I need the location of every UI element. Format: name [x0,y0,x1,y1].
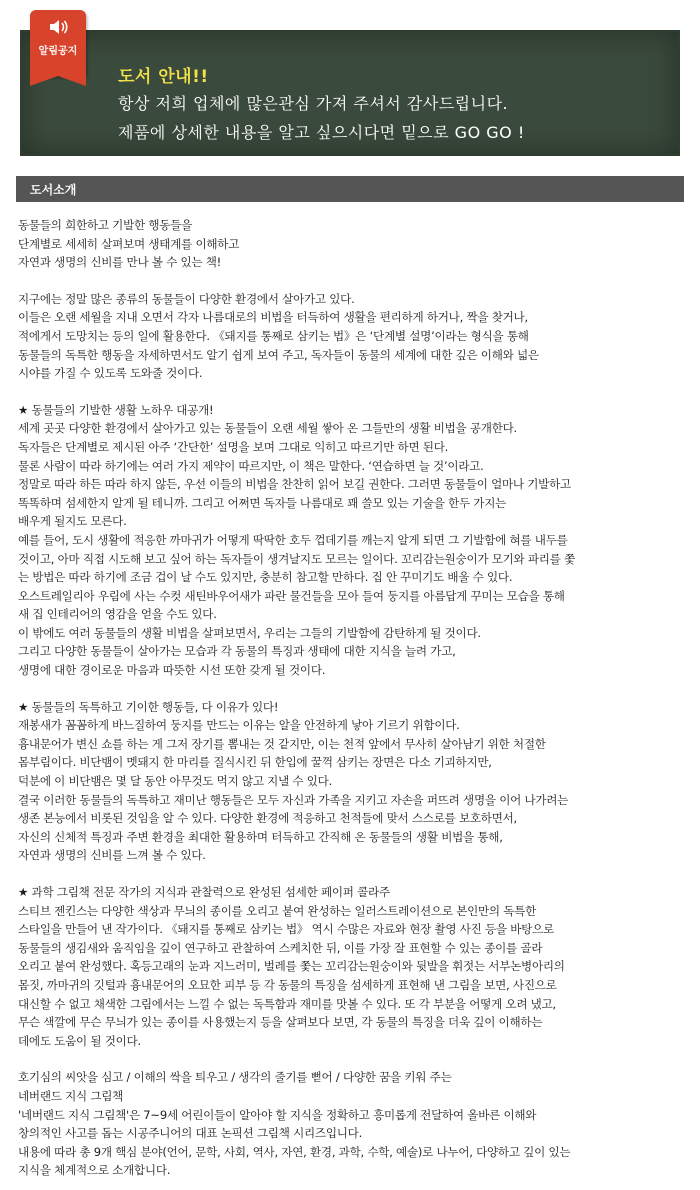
text-line: 무슨 색깔에 무슨 무늬가 있는 종이를 사용했는지 등을 살펴보다 보면, 각 동물의 특징을 더욱 깊이 이해하는 [18,1015,543,1030]
notice-line: 제품에 상세한 내용을 알고 싶으시다면 밑으로 GO GO ! [118,123,525,142]
text-line: 덕분에 이 비단뱀은 몇 달 동안 아무것도 먹지 않고 지낼 수 있다. [18,774,333,789]
text-line: 몸부림이다. 비단뱀이 멧돼지 한 마리를 질식시킨 뒤 한입에 꿀꺽 삼키는 장면은 다소 기괴하지만, [18,755,492,770]
text-line: 정말로 따라 하든 따라 하지 않든, 우선 이들의 비법을 찬찬히 읽어 보길 권한다. 그러면 동물들이 얼마나 기발하고 [18,477,571,492]
text-line: 몸짓, 까마귀의 깃털과 흉내문어의 오묘한 피부 등 각 동물의 특징을 섬세하게 표현해 낸 그림을 보면, 사진으로 [18,977,557,992]
text-line: 예를 들어, 도시 생활에 적응한 까마귀가 어떻게 딱딱한 호두 껍데기를 깨는지 알게 되면 그 기발함에 혀를 내두를 [18,532,568,547]
notice-line: 항상 저희 업체에 많은관심 가져 주셔서 감사드립니다. [118,94,509,113]
text-line: 동물들의 독특한 행동을 자세하면서도 알기 쉽게 보여 주고, 독자들이 동물의 세계에 대한 깊은 이해와 넓은 [18,347,539,362]
text-line: 는 방법은 따라 하기에 조금 겁이 날 수도 있지만, 충분히 참고할 만하다. 집 안 꾸미기도 배울 수 있다. [18,570,513,585]
text-line: 지구에는 정말 많은 종류의 동물들이 다양한 환경에서 살아가고 있다. [18,291,355,306]
text-line: 물론 사람이 따라 하기에는 여러 가지 제약이 따르지만, 이 책은 말한다. ‘연습하면 늘 것’이라고. [18,458,484,473]
text-line: ★ 과학 그림책 전문 작가의 지식과 관찰력으로 완성된 섬세한 페이퍼 콜라주 [18,885,390,899]
text-line: 스타일을 만들어 낸 작가이다. 《돼지를 통째로 삼키는 법》 역시 수많은 자료와 현장 촬영 사진 등을 바탕으로 [18,922,554,937]
speaker-icon [48,18,70,36]
badge-label: 알림공지 [38,46,78,57]
text-line: 네버랜드 지식 그림책 [18,1088,124,1103]
paragraph [18,698,688,865]
text-line: 배우게 될지도 모른다. [18,514,127,529]
text-line: 이 밖에도 여러 동물들의 생활 비법을 살펴보면서, 우리는 그들의 기발함에 감탄하게 될 것이다. [18,625,481,640]
text-line: '네버랜드 지식 그림책'은 7~9세 어린이들이 알아야 할 지식을 정확하고 흥미롭게 전달하여 올바른 이해와 [18,1107,537,1122]
text-line: 동물들의 생김새와 움직임을 깊이 연구하고 관찰하여 스케치한 뒤, 이를 가장 잘 표현할 수 있는 종이를 골라 [18,940,543,955]
notice-badge [30,10,86,76]
text-line: 흉내문어가 변신 쇼를 하는 게 그저 장기를 뽐내는 것 같지만, 이는 천적 앞에서 무사히 살아남기 위한 처절한 [18,736,546,751]
notice-title: 도서 안내!! [118,67,209,87]
text-line: 자신의 신체적 특징과 주변 환경을 최대한 활용하며 터득하고 간직해 온 동물들의 생활 비법을 통해, [18,829,503,844]
text-line: 지식을 체계적으로 소개합니다. [18,1163,171,1178]
text-line: 스티브 젠킨스는 다양한 색상과 무늬의 종이를 오리고 붙여 완성하는 일러스트레이션으로 본인만의 독특한 [18,903,537,918]
text-line: 이들은 오랜 세월을 지내 오면서 각자 나름대로의 비법을 터득하여 생활을 편리하게 하거나, 짝을 찾거나, [18,310,528,325]
text-line: 똑똑하며 섬세한지 알게 될 테니까. 그리고 어쩌면 독자들 나름대로 꽤 쓸모 있는 기술을 한두 가지는 [18,495,507,510]
text-line: 자연과 생명의 신비를 만나 볼 수 있는 책! [18,255,222,270]
text-line: 자연과 생명의 신비를 느껴 볼 수 있다. [18,848,206,863]
text-line: 독자들은 단계별로 제시된 아주 ‘간단한’ 설명을 보며 그대로 익히고 따르기만 하면 된다. [18,439,449,454]
book-description [18,216,688,1190]
text-line: 결국 이러한 동물들의 독특하고 재미난 행동들은 모두 자신과 가족을 지키고 자손을 퍼뜨려 생명을 이어 나가려는 [18,792,569,807]
text-line: 그리고 다양한 동물들이 살아가는 모습과 각 동물의 특징과 생태에 대한 지식을 늘려 가고, [18,644,456,659]
text-line: 생명에 대한 경이로운 마음과 따뜻한 시선 또한 갖게 될 것이다. [18,663,326,678]
text-line: 재봉새가 꼼꼼하게 바느질하여 둥지를 만드는 이유는 알을 안전하게 낳아 기르기 위함이다. [18,718,460,733]
paragraph [18,216,688,272]
text-line: 내용에 따라 총 9개 핵심 분야(언어, 문학, 사회, 역사, 자연, 환경, 과학, 수학, 예술)로 나누어, 다양하고 깊이 있는 [18,1144,571,1159]
text-line: 동물들의 희한하고 기발한 행동들을 [18,218,193,232]
text-line: ★ 동물들의 기발한 생활 노하우 대공개! [18,402,214,417]
text-line: 대신할 수 없고 채색한 그림에서는 느낄 수 없는 독특함과 재미를 맛볼 수 있다. 또 각 부분을 어떻게 오려 냈고, [18,996,556,1011]
text-line: 오리고 붙여 완성했다. 혹등고래의 눈과 지느러미, 벌레를 쫓는 꼬리감는원숭이와 뒷발을 휘젓는 서부논병아리의 [18,959,565,974]
text-line: 적에게서 도망치는 등의 일에 활용한다. 《돼지를 통째로 삼키는 법》은 ‘단계별 설명’이라는 형식을 통해 [18,328,529,343]
section-header [16,176,684,202]
paragraph [18,1068,688,1180]
paragraph [18,401,688,680]
paragraph [18,883,688,1050]
text-line: ★ 동물들의 독특하고 기이한 행동들, 다 이유가 있다! [18,699,279,714]
paragraph [18,290,688,383]
text-line: 오스트레일리아 우림에 사는 수컷 새틴바우어새가 파란 물건들을 모아 들여 둥지를 아름답게 꾸미는 모습을 통해 [18,588,565,603]
text-line: 시야를 가질 수 있도록 도와줄 것이다. [18,366,203,381]
text-line: 호기심의 씨앗을 심고 / 이해의 싹을 틔우고 / 생각의 줄기를 뻗어 / 다양한 꿈을 키워 주는 [18,1070,452,1085]
text-line: 데에도 도움이 될 것이다. [18,1033,141,1048]
text-line: 것이고, 아마 직접 시도해 보고 싶어 하는 독자들이 생겨날지도 모르는 일이다. 꼬리감는원숭이가 모기와 파리를 쫓 [18,551,575,566]
section-title: 도서소개 [30,183,77,197]
notice-board [20,30,680,156]
text-line: 창의적인 사고를 돕는 시공주니어의 대표 논픽션 그림책 시리즈입니다. [18,1126,363,1141]
text-line: 세계 곳곳 다양한 환경에서 살아가고 있는 동물들이 오랜 세월 쌓아 온 그들만의 생활 비법을 공개한다. [18,421,517,436]
text-line: 생존 본능에서 비롯된 것임을 알 수 있다. 다양한 환경에 적응하고 천적들에 맞서 스스로를 보호하면서, [18,811,517,826]
text-line: 새 집 인테리어의 영감을 얻을 수도 있다. [18,607,217,622]
text-line: 단계별로 세세히 살펴보며 생태계를 이해하고 [18,236,240,251]
